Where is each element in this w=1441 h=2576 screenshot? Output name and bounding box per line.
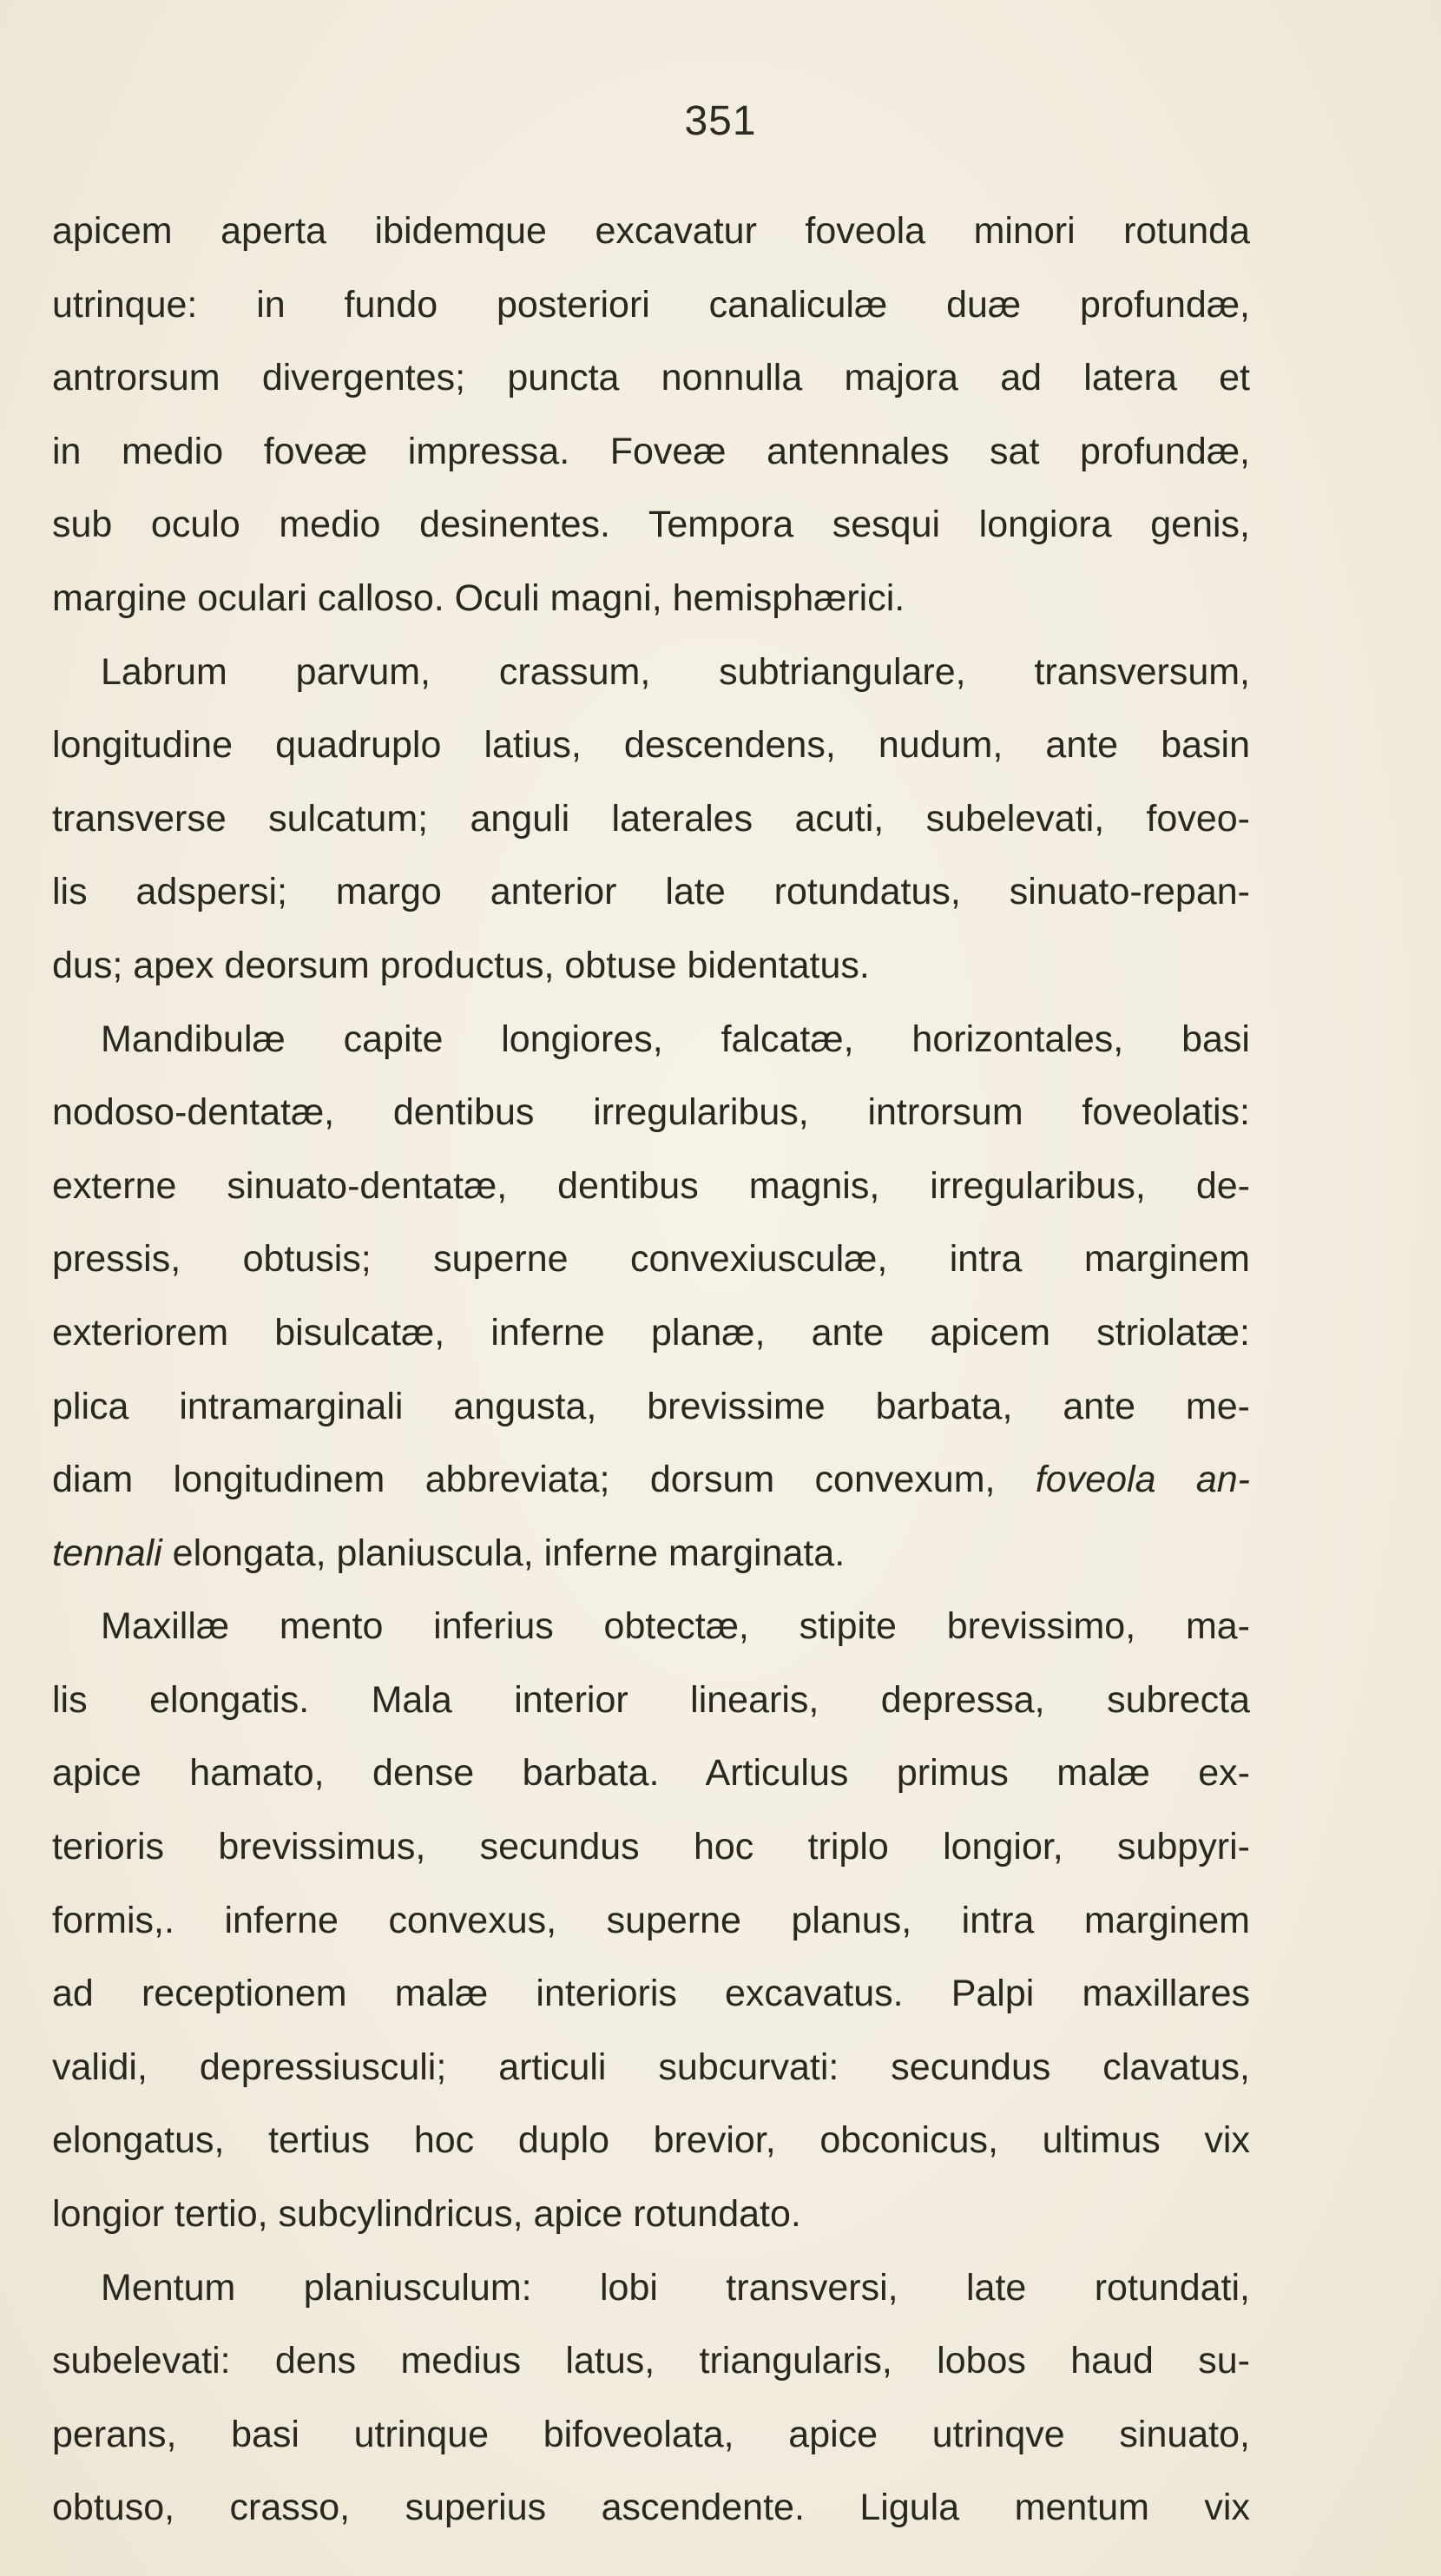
text-line: transverse sulcatum; anguli laterales acuti, subelevati, foveo- [52,797,1250,840]
text-line: diam longitudinem abbreviata; dorsum convexum, foveola an- [52,1459,1250,1501]
text-line: exteriorem bisulcatæ, inferne planæ, ante apicem striolatæ: [52,1311,1250,1354]
text-line: sub oculo medio desinentes. Tempora sesqui longiora genis, [52,504,1250,546]
text-line: apicem aperta ibidemque excavatur foveola minori rotunda [52,210,1250,252]
text-line: longior tertio, subcylindricus, apice rotundato. [52,2193,801,2236]
text-line: in medio foveæ impressa. Foveæ antennales sat profundæ, [52,430,1250,472]
text-line: longitudine quadruplo latius, descendens, nudum, ante basin [52,724,1250,767]
text-line: terioris brevissimus, secundus hoc triplo longior, subpyri- [52,1826,1250,1868]
text-line: lis adspersi; margo anterior late rotundatus, sinuato-repan- [52,871,1250,913]
text-line: pressis, obtusis; superne convexiusculæ, intra marginem [52,1238,1250,1281]
text-line: elongatus, tertius hoc duplo brevior, obconicus, ultimus vix [52,2119,1250,2162]
text-line: Labrum parvum, crassum, subtriangulare, transversum, [101,650,1250,693]
text-line: apice hamato, dense barbata. Articulus primus malæ ex- [52,1752,1250,1795]
text-line: antrorsum divergentes; puncta nonnulla majora ad latera et [52,357,1250,399]
text-line: ad receptionem malæ interioris excavatus. Palpi maxillares [52,1973,1250,2015]
text-line: Mentum planiusculum: lobi transversi, late rotundati, [101,2266,1250,2309]
text-line: obtuso, crasso, superius ascendente. Ligula mentum vix [52,2487,1250,2529]
text-line: externe sinuato-dentatæ, dentibus magnis, irregularibus, de- [52,1164,1250,1207]
body-text [52,194,1250,2545]
text-line: subelevati: dens medius latus, triangularis, lobos haud su- [52,2340,1250,2382]
text-line: tennali elongata, planiuscula, inferne marginata. [52,1532,846,1574]
text-line: plica intramarginali angusta, brevissime barbata, ante me- [52,1385,1250,1427]
text-line: lis elongatis. Mala interior linearis, depressa, subrecta [52,1678,1250,1721]
text-line: dus; apex deorsum productus, obtuse bidentatus. [52,944,870,986]
text-line: utrinque: in fundo posteriori canaliculæ duæ profundæ, [52,283,1250,326]
text-line: formis,. inferne convexus, superne planus, intra marginem [52,1899,1250,1941]
text-line: perans, basi utrinque bifoveolata, apice utrinqve sinuato, [52,2413,1250,2455]
page-number: 351 [684,98,757,144]
text-line: validi, depressiusculi; articuli subcurvati: secundus clavatus, [52,2046,1250,2088]
text-line: Maxillæ mento inferius obtectæ, stipite brevissimo, ma- [101,1605,1250,1648]
text-line: margine oculari calloso. Oculi magni, hemisphærici. [52,576,905,619]
text-line: nodoso-dentatæ, dentibus irregularibus, introrsum foveolatis: [52,1091,1250,1134]
text-line: Mandibulæ capite longiores, falcatæ, horizontales, basi [101,1018,1250,1060]
